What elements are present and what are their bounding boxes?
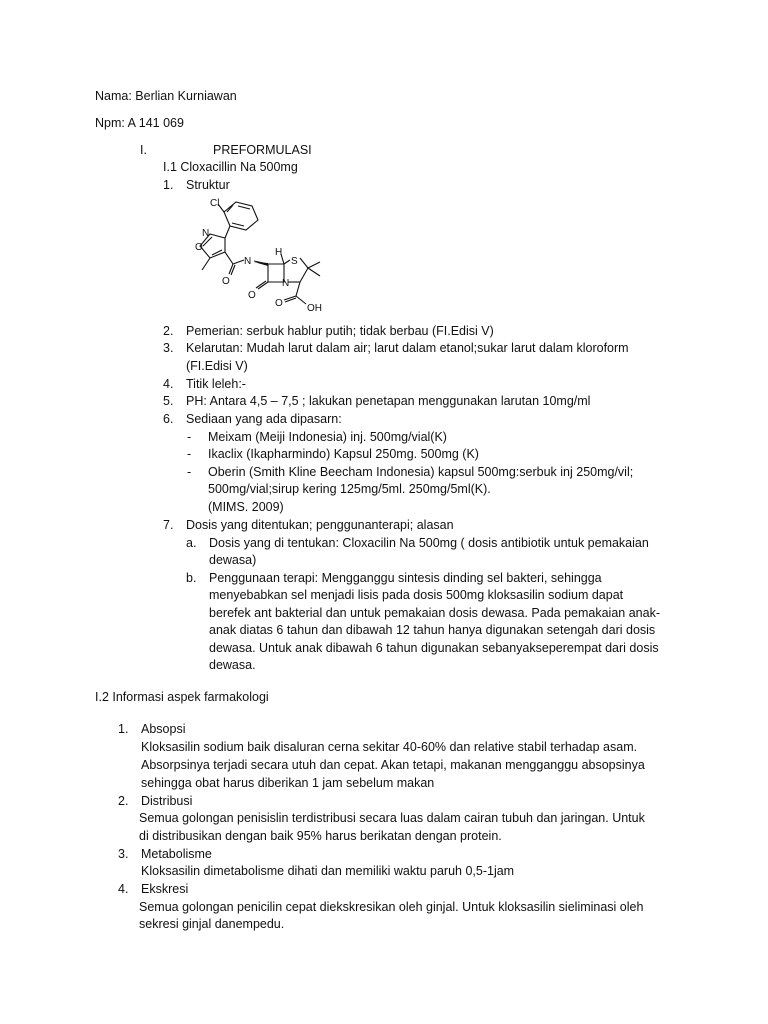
paragraph-line: Absorpsinya terjadi secara utuh dan cepat. Akan tetapi, makanan mengganggu absopsinya bbox=[141, 758, 645, 772]
list-number: 1. bbox=[118, 722, 129, 736]
bullet: - bbox=[187, 447, 192, 461]
atom-label: S bbox=[291, 256, 298, 267]
list-number: 3. bbox=[118, 847, 129, 861]
section-title: I.2 Informasi aspek farmakologi bbox=[95, 690, 269, 704]
list-number: 5. bbox=[163, 394, 174, 408]
sub-item-text: menyebabkan sel menjadi lisis pada dosis 500mg kloksasilin sodium dapat bbox=[209, 588, 624, 602]
atom-label: O bbox=[222, 276, 230, 287]
npm-line: Npm: A 141 069 bbox=[95, 116, 184, 130]
list-item-text: Dosis yang ditentukan; penggunanterapi; alasan bbox=[186, 518, 454, 532]
atom-label: OH bbox=[307, 303, 322, 314]
sub-item-text: dewasa) bbox=[209, 553, 257, 567]
paragraph-line: Kloksasilin dimetabolisme dihati dan memiliki waktu paruh 0,5-1jam bbox=[141, 864, 515, 878]
bullet: - bbox=[187, 465, 192, 479]
atom-label: N bbox=[282, 278, 290, 289]
item-heading: Ekskresi bbox=[141, 882, 189, 896]
atom-label: O bbox=[275, 298, 283, 309]
name-line: Nama: Berlian Kurniawan bbox=[95, 89, 237, 103]
list-number: 3. bbox=[163, 341, 174, 355]
sub-item-text: anak diatas 6 tahun dan dibawah 12 tahun hanya digunakan setengah dari dosis bbox=[209, 623, 656, 637]
paragraph-line: Semua golongan penicilin cepat diekskresikan oleh ginjal. Untuk kloksasilin sieliminasi oleh bbox=[139, 900, 644, 914]
atom-label: N bbox=[202, 228, 210, 239]
list-item-text: PH: Antara 4,5 – 7,5 ; lakukan penetapan menggunakan larutan 10mg/ml bbox=[186, 394, 591, 408]
citation: (MIMS. 2009) bbox=[208, 500, 284, 514]
bullet: - bbox=[187, 430, 192, 444]
list-number: 4. bbox=[118, 882, 129, 896]
atom-label: Cl bbox=[210, 198, 220, 209]
product-line: 500mg/vial;sirup kering 125mg/5ml. 250mg/5ml(K). bbox=[208, 482, 491, 496]
subsection-title: I.1 Cloxacillin Na 500mg bbox=[163, 160, 298, 174]
list-number: 6. bbox=[163, 412, 174, 426]
paragraph-line: sehingga obat harus diberikan 1 jam sebelum makan bbox=[141, 776, 435, 790]
paragraph-line: di distribusikan dengan baik 95% harus berikatan dengan protein. bbox=[139, 829, 502, 843]
sub-item-text: Dosis yang di tentukan: Cloxacilin Na 500mg ( dosis antibiotik untuk pemakaian bbox=[209, 536, 649, 550]
sub-item-text: Penggunaan terapi: Mengganggu sintesis dinding sel bakteri, sehingga bbox=[209, 571, 602, 585]
item-heading: Distribusi bbox=[141, 794, 193, 808]
list-number: 1. bbox=[163, 178, 174, 192]
paragraph-line: Semua golongan penisislin terdistribusi secara luas dalam cairan tubuh dan jaringan. Untuk bbox=[139, 811, 645, 825]
section-roman-numeral: I. bbox=[140, 143, 147, 157]
list-item-text: Pemerian: serbuk hablur putih; tidak berbau (FI.Edisi V) bbox=[186, 324, 494, 338]
sub-letter: b. bbox=[186, 571, 197, 585]
paragraph-line: sekresi ginjal danempedu. bbox=[139, 917, 285, 931]
sub-letter: a. bbox=[186, 536, 197, 550]
list-item-text: (FI.Edisi V) bbox=[186, 359, 248, 373]
product-line: Ikaclix (Ikapharmindo) Kapsul 250mg. 500mg (K) bbox=[208, 447, 479, 461]
cloxacillin-structure-diagram bbox=[178, 194, 358, 319]
list-item-text: Kelarutan: Mudah larut dalam air; larut dalam etanol;sukar larut dalam kloroform bbox=[186, 341, 629, 355]
list-number: 4. bbox=[163, 377, 174, 391]
sub-item-text: dewasa. bbox=[209, 658, 256, 672]
item-heading: Metabolisme bbox=[141, 847, 212, 861]
sub-item-text: berefek ant bakterial dan untuk pemakaian dosis dewasa. Pada pemakaian anak- bbox=[209, 606, 660, 620]
list-number: 2. bbox=[163, 324, 174, 338]
atom-label: N bbox=[244, 256, 252, 267]
paragraph-line: Kloksasilin sodium baik disaluran cerna sekitar 40-60% dan relative stabil terhadap asam. bbox=[141, 740, 638, 754]
list-item-text: Struktur bbox=[186, 178, 230, 192]
list-number: 2. bbox=[118, 794, 129, 808]
list-number: 7. bbox=[163, 518, 174, 532]
atom-label: O bbox=[195, 242, 203, 253]
sub-item-text: dewasa. Untuk anak dibawah 6 tahun digunakan sebanyakseperempat dari dosis bbox=[209, 641, 659, 655]
section-title: PREFORMULASI bbox=[213, 143, 312, 157]
list-item-text: Titik leleh:- bbox=[186, 377, 246, 391]
atom-label: H bbox=[275, 247, 283, 258]
product-line: Oberin (Smith Kline Beecham Indonesia) kapsul 500mg:serbuk inj 250mg/vil; bbox=[208, 465, 634, 479]
atom-label: O bbox=[248, 290, 256, 301]
item-heading: Absopsi bbox=[141, 722, 186, 736]
list-item-text: Sediaan yang ada dipasarn: bbox=[186, 412, 342, 426]
product-line: Meixam (Meiji Indonesia) inj. 500mg/vial(K) bbox=[208, 430, 447, 444]
